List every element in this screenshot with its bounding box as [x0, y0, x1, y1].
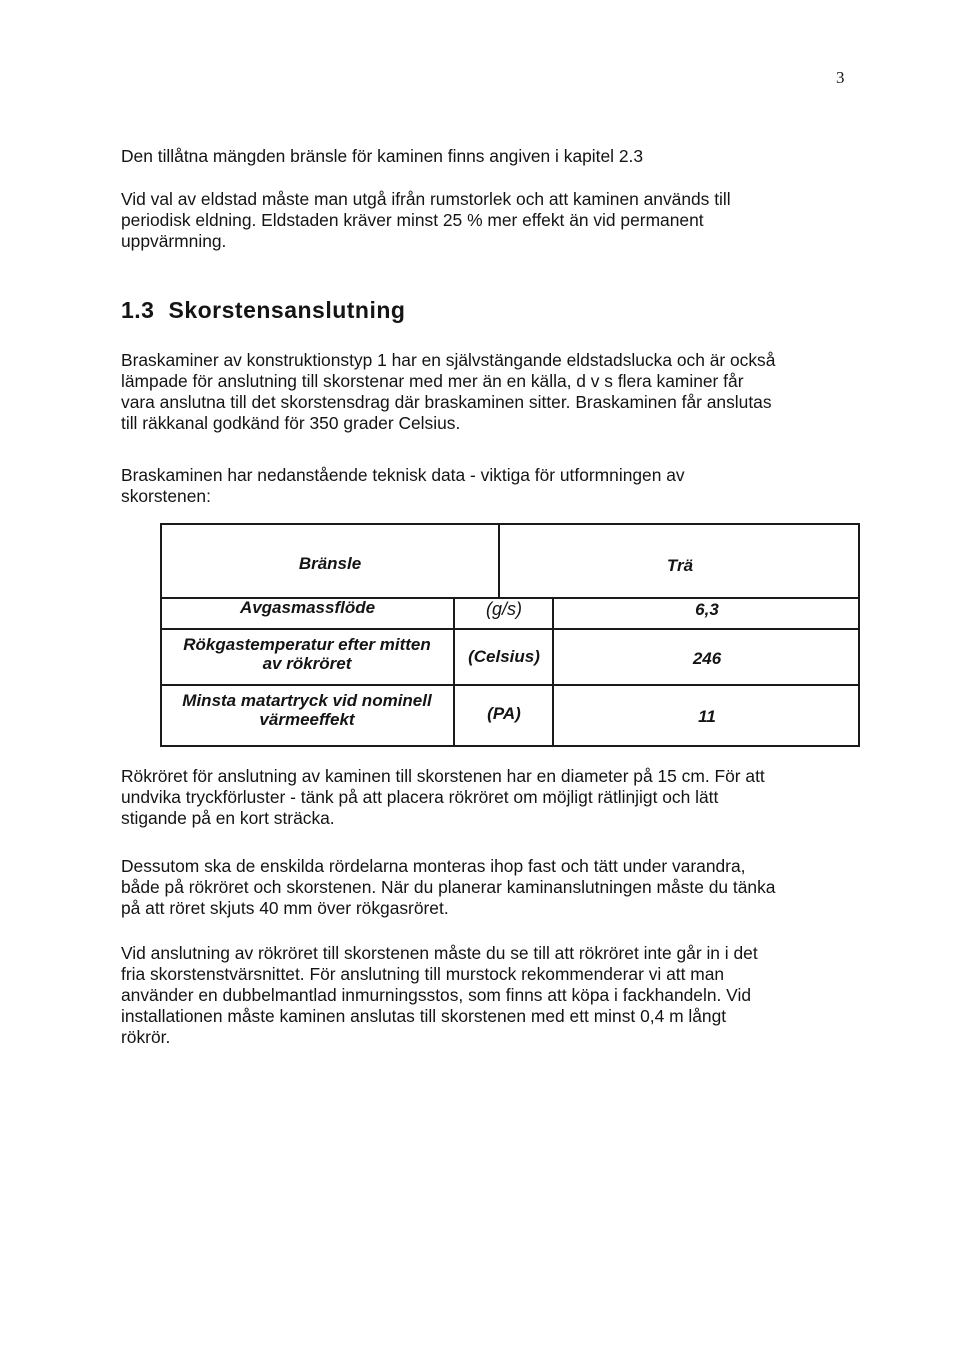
text-line: Vid val av eldstad måste man utgå ifrån rumstorlek och att kaminen används till	[121, 189, 731, 209]
paragraph-chimney-connection	[121, 943, 758, 1048]
text-line: Braskaminen har nedanstående teknisk data - viktiga för utformningen av	[121, 465, 685, 485]
section-heading	[121, 297, 405, 324]
text-line: undvika tryckförluster - tänk på att placera rökröret om möjligt rätlinjigt och lätt	[121, 787, 719, 807]
paragraph-construction-type	[121, 350, 775, 434]
text-line: rökrör.	[121, 1027, 171, 1047]
section-title: Skorstensanslutning	[168, 297, 406, 323]
text-line: Rökröret för anslutning av kaminen till skorstenen har en diameter på 15 cm. För att	[121, 766, 765, 786]
paragraph-pipe-assembly	[121, 856, 775, 919]
paragraph-fuel-amount	[121, 146, 643, 167]
technical-data-table	[160, 523, 860, 747]
table-row-value: 246	[692, 648, 722, 668]
table-row-label: Rökgastemperatur efter mitten av rökröret	[183, 635, 431, 673]
paragraph-flue-pipe-diameter	[121, 766, 765, 829]
text-line: stigande på en kort sträcka.	[121, 808, 335, 828]
table-row-value: 6,3	[695, 599, 719, 619]
section-number: 1.3	[121, 297, 155, 323]
paragraph-technical-data-intro	[121, 465, 685, 507]
text-line: både på rökröret och skorstenen. När du planerar kaminanslutningen måste du tänka	[121, 877, 776, 897]
page-number: 3	[836, 68, 845, 87]
text-line: installationen måste kaminen anslutas till skorstenen med ett minst 0,4 m långt	[121, 1006, 727, 1026]
text-line: skorstenen:	[121, 486, 211, 506]
text-line: Braskaminer av konstruktionstyp 1 har en självstängande eldstadslucka och är också	[121, 350, 776, 370]
text-line: periodisk eldning. Eldstaden kräver minst 25 % mer effekt än vid permanent	[121, 210, 704, 230]
table-row-unit: (g/s)	[486, 598, 522, 619]
paragraph-room-size	[121, 189, 731, 252]
text-line: uppvärmning.	[121, 231, 227, 251]
text-line: använder en dubbelmantlad inmurningsstos, som finns att köpa i fackhandeln. Vid	[121, 985, 751, 1005]
table-header-fuel: Bränsle	[298, 553, 362, 573]
text-line: Dessutom ska de enskilda rördelarna monteras ihop fast och tätt under varandra,	[121, 856, 746, 876]
text-line: lämpade för anslutning till skorstenar med mer än en källa, d v s flera kaminer får	[121, 371, 744, 391]
text-line: till räkkanal godkänd för 350 grader Celsius.	[121, 413, 461, 433]
table-header-wood: Trä	[666, 555, 694, 575]
text-line: vara anslutna till det skorstensdrag där braskaminen sitter. Braskaminen får anslutas	[121, 392, 772, 412]
text-line: fria skorstenstvärsnittet. För anslutning till murstock rekommenderar vi att man	[121, 964, 725, 984]
table-row-value: 11	[698, 706, 716, 726]
text-line: Vid anslutning av rökröret till skorstenen måste du se till att rökröret inte går in i det	[121, 943, 758, 963]
text-line: Den tillåtna mängden bränsle för kaminen finns angiven i kapitel 2.3	[121, 146, 644, 166]
table-row-label: Avgasmassflöde	[239, 597, 376, 617]
text-line: på att röret skjuts 40 mm över rökgasröret.	[121, 898, 449, 918]
table-row-label: Minsta matartryck vid nominell värmeeffekt	[182, 691, 432, 729]
table-row-unit: (PA)	[487, 703, 521, 723]
table-row-unit: (Celsius)	[468, 646, 540, 666]
